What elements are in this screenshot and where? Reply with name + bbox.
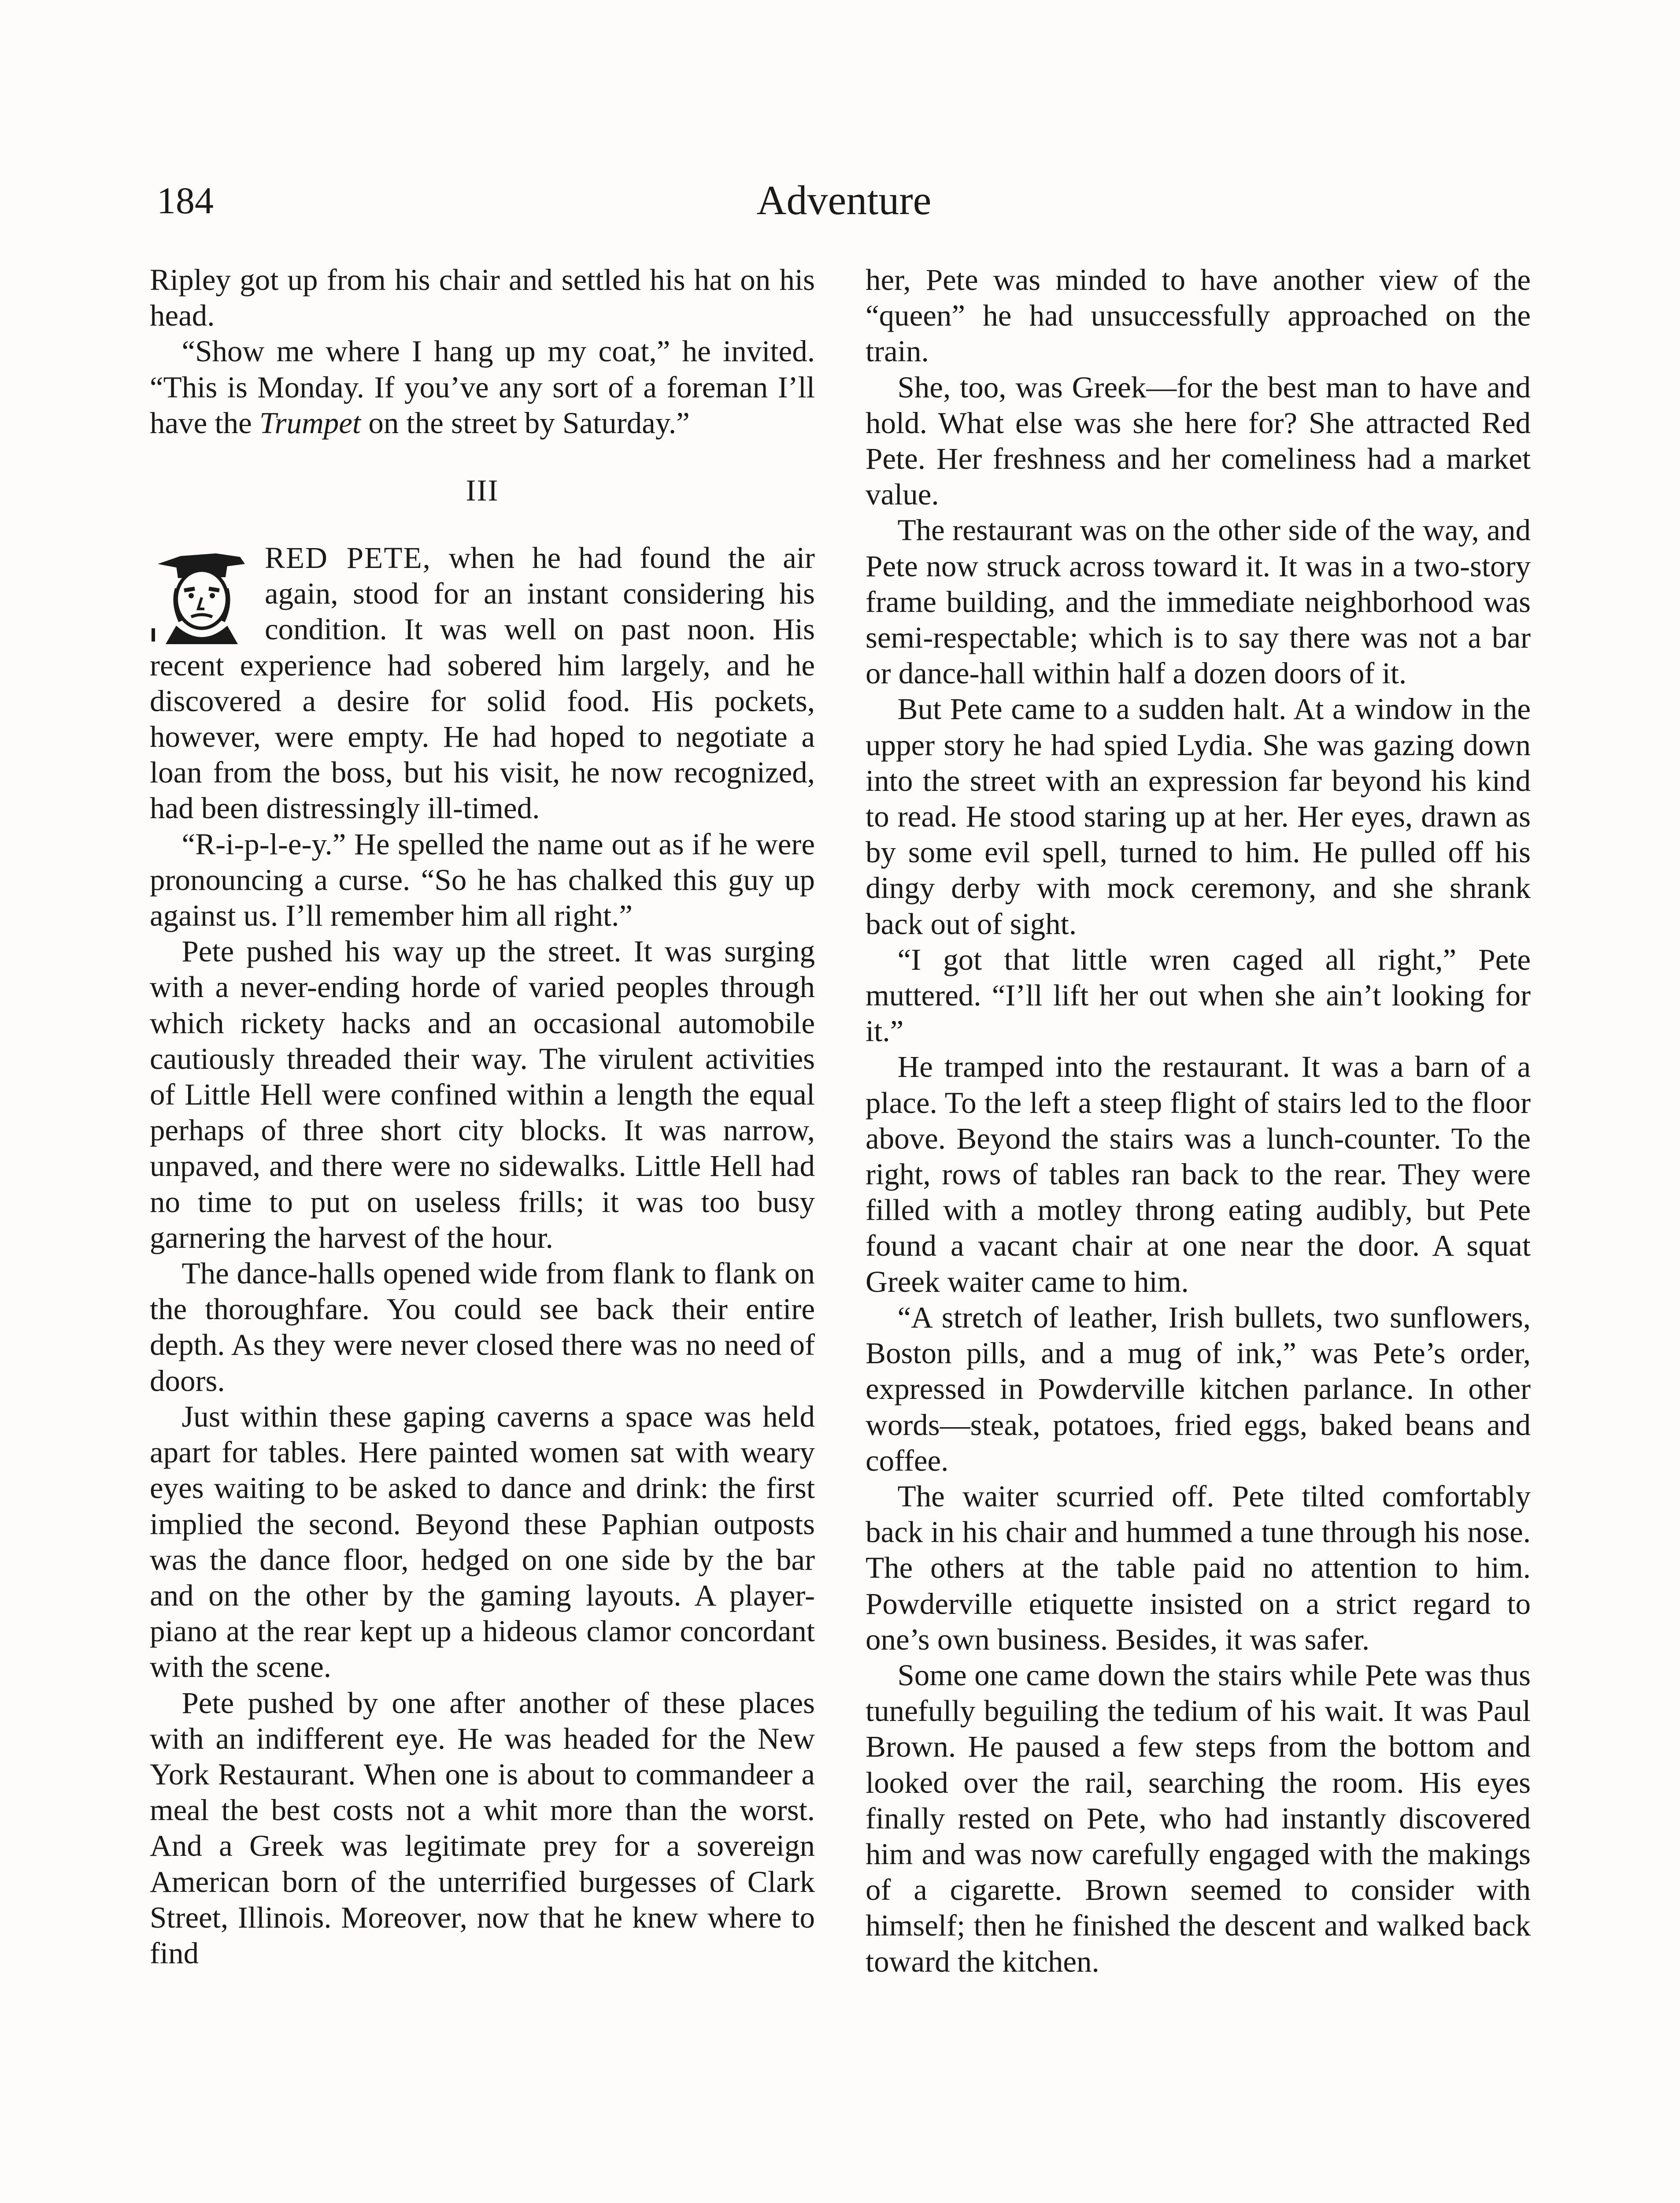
paragraph: The restaurant was on the other side of the way, and Pete now struck across toward it. It was in a two-story frame building, and the immediate neighborhood was semi-respectable; which is to say there was not a bar or dance-hall within half a dozen doors of it. xyxy=(866,513,1531,690)
left-column xyxy=(150,262,815,1971)
newspaper-name: Trumpet xyxy=(259,406,361,440)
paragraph-text: when he had found the air again, stood for an instant considering his condition. It was well on past noon. His recent experience had sobered him largely, and he discovered a desire for solid food. His pockets, however, were empty. He had hoped to negotiate a loan from the boss, but his visit, he now recognized, had been distressingly ill-timed. xyxy=(150,541,815,825)
right-column xyxy=(866,262,1531,1980)
paragraph: She, too, was Greek—for the best man to have and hold. What else was she here for? She attracted Red Pete. Her freshness and her comeliness had a market value. xyxy=(866,370,1531,512)
page-number: 184 xyxy=(157,179,214,222)
paragraph: The dance-halls opened wide from flank to flank on the thoroughfare. You could see back their entire depth. As they were never closed there was no need of doors. xyxy=(150,1257,815,1398)
paragraph: But Pete came to a sudden halt. At a window in the upper story he had spied Lydia. She was gazing down into the street with an expression far beyond his kind to read. He stood staring up at her. Her eyes, drawn as by some evil spell, turned to him. He pulled off his dingy derby with mock ceremony, and she shrank back out of sight. xyxy=(866,692,1531,941)
paragraph xyxy=(150,334,815,441)
paragraph: “I got that little wren caged all right,” Pete muttered. “I’ll lift her out when she ain’t looking for it.” xyxy=(866,942,1531,1048)
paragraph: Pete pushed by one after another of these places with an indifferent eye. He was headed for the New York Restaurant. When one is about to commandeer a meal the best costs not a whit more than the worst. And a Greek was legitimate prey for a sovereign American born of the unterrified burgesses of Clark Street, Illinois. Moreover, now that he knew where to find xyxy=(150,1686,815,1970)
paragraph: He tramped into the restaurant. It was a barn of a place. To the left a steep flight of stairs led to the floor above. Beyond the stairs was a lunch-counter. To the right, rows of tables ran back to the rear. They were filled with a motley throng eating audibly, but Pete found a vacant chair at one near the door. A squat Greek waiter came to him. xyxy=(866,1050,1531,1298)
drop-illustration-paragraph xyxy=(150,540,815,827)
paragraph: “A stretch of leather, Irish bullets, two sunflowers, Boston pills, and a mug of ink,” was Pete’s order, expressed in Powderville kitchen parlance. In other words—steak, potatoes, fried eggs, baked beans and coffee. xyxy=(866,1300,1531,1477)
running-title: Adventure xyxy=(756,178,932,223)
lead-in-caps: RED PETE, xyxy=(265,541,431,575)
section-heading: III xyxy=(466,474,499,508)
paragraph: Some one came down the stairs while Pete was thus tunefully beguiling the tedium of his wait. It was Paul Brown. He paused a few steps from the bottom and looked over the rail, searching the room. His eyes finally rested on Pete, who had instantly discovered him and was now carefully engaged with the makings of a cigarette. Brown seemed to consider with himself; then he finished the descent and walked back toward the kitchen. xyxy=(866,1658,1531,1978)
paragraph: Ripley got up from his chair and settled his hat on his head. xyxy=(150,263,815,333)
drop-illustration xyxy=(150,546,253,644)
page-header xyxy=(157,170,1531,231)
paragraph: her, Pete was minded to have another view of the “queen” he had unsuccessfully approached on the train. xyxy=(866,263,1531,368)
paragraph-text: “Show me where I hang up my coat,” he invited. “This is Monday. If you’ve any sort of a foreman I’ll have the Trumpet on the street by Saturday.” xyxy=(150,334,815,440)
paragraph: The waiter scurried off. Pete tilted comfortably back in his chair and hummed a tune through his nose. The others at the table paid no attention to him. Powderville etiquette insisted on a strict regard to one’s own business. Besides, it was safer. xyxy=(866,1479,1531,1656)
paragraph: Just within these gaping caverns a space was held apart for tables. Here painted women sat with weary eyes waiting to be asked to dance and drink: the first implied the second. Beyond these Paphian outposts was the dance floor, hedged on one side by the bar and on the other by the gaming layouts. A player-piano at the rear kept up a hideous clamor concordant with the scene. xyxy=(150,1399,815,1684)
red-pete-portrait-icon xyxy=(150,546,253,644)
paragraph: Pete pushed his way up the street. It was surging with a never-ending horde of varied peoples through which rickety hacks and an occasional automobile cautiously threaded their way. The virulent activities of Little Hell were confined within a length the equal perhaps of three short city blocks. It was narrow, unpaved, and there were no sidewalks. Little Hell had no time to put on useless frills; it was too busy garnering the harvest of the hour. xyxy=(150,935,815,1254)
paragraph: “R-i-p-l-e-y.” He spelled the name out as if he were pronouncing a curse. “So he has chalked this guy up against us. I’ll remember him all right.” xyxy=(150,827,815,933)
